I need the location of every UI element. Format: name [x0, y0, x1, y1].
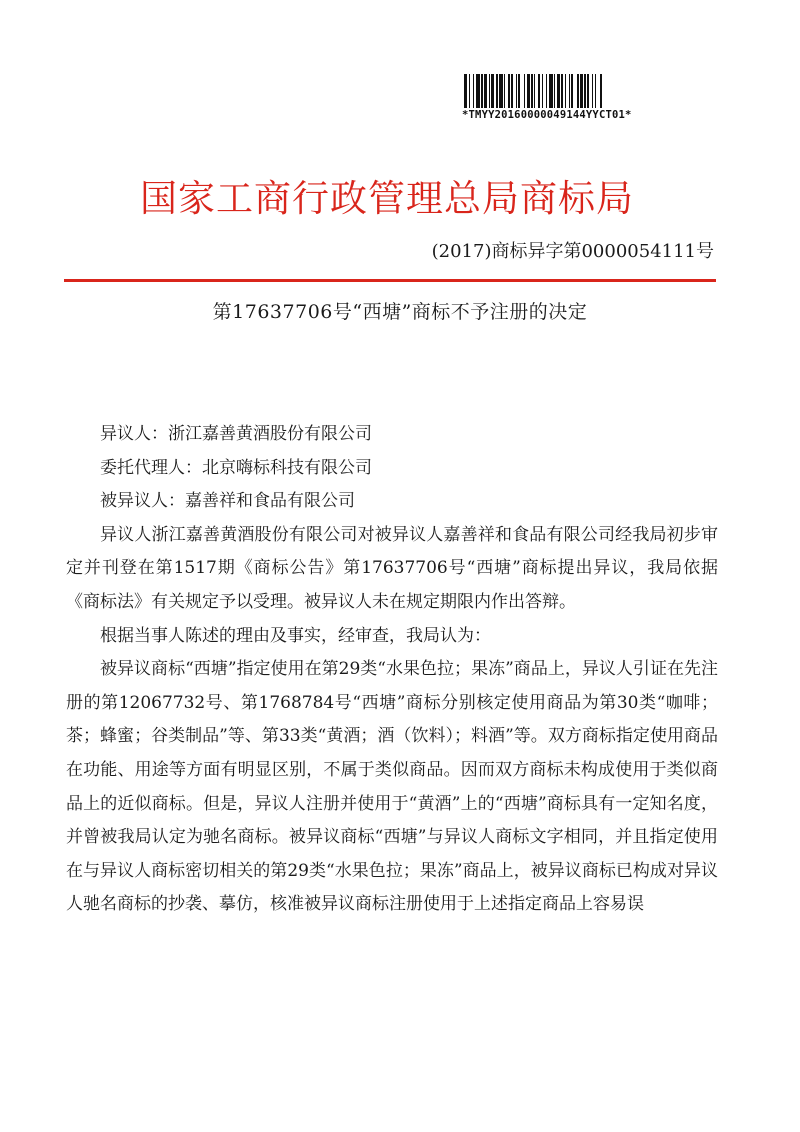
- paragraph-findings-intro: 根据当事人陈述的理由及事实，经审查，我局认为：: [100, 625, 491, 646]
- opponent-line: 异议人：浙江嘉善黄酒股份有限公司: [100, 424, 372, 444]
- barcode-block: [462, 74, 702, 121]
- issuing-agency-heading: 国家工商行政管理总局商标局: [140, 177, 634, 220]
- barcode-text: *TMYY20160000049144YYCT01*: [462, 109, 632, 121]
- paragraph-opposition-filed: 异议人浙江嘉善黄酒股份有限公司对被异议人嘉善祥和食品有限公司经我局初步审定并刊登在第1517期《商标公告》第17637706号“西塘”商标提出异议，我局依据《商标法》有关规定予以受理。被异议人未在规定期限内作出答辩。: [66, 524, 718, 612]
- document-body: [66, 418, 718, 922]
- barcode-image: [464, 74, 702, 108]
- decision-title: 第17637706号“西塘”商标不予注册的决定: [212, 301, 588, 323]
- agent-line: 委托代理人：北京嗨标科技有限公司: [100, 457, 372, 478]
- paragraph-analysis: 被异议商标“西塘”指定使用在第29类“水果色拉；果冻”商品上，异议人引证在先注册的第12067732号、第1768784号“西塘”商标分别核定使用商品为第30类“咖啡；茶；蜂蜜；谷类制品”等、第33类“黄酒；酒（饮料）；料酒”等。双方商标指定使用商品在功能、用途等方面有明显区别，不属于类似商品。因而双方商标未构成使用于类似商品上的近似商标。但是，异议人注册并使用于“黄酒”上的“西塘”商标具有一定知名度，并曾被我局认定为驰名商标。被异议商标“西塘”与异议人商标文字相同，并且指定使用在与异议人商标密切相关的第29类“水果色拉；果冻”商品上，被异议商标已构成对异议人驰名商标的抄袭、摹仿，核准被异议商标注册使用于上述指定商品上容易误: [66, 659, 718, 915]
- respondent-line: 被异议人：嘉善祥和食品有限公司: [100, 491, 355, 512]
- document-number: (2017)商标异字第0000054111号: [431, 241, 714, 262]
- red-divider: [64, 279, 716, 282]
